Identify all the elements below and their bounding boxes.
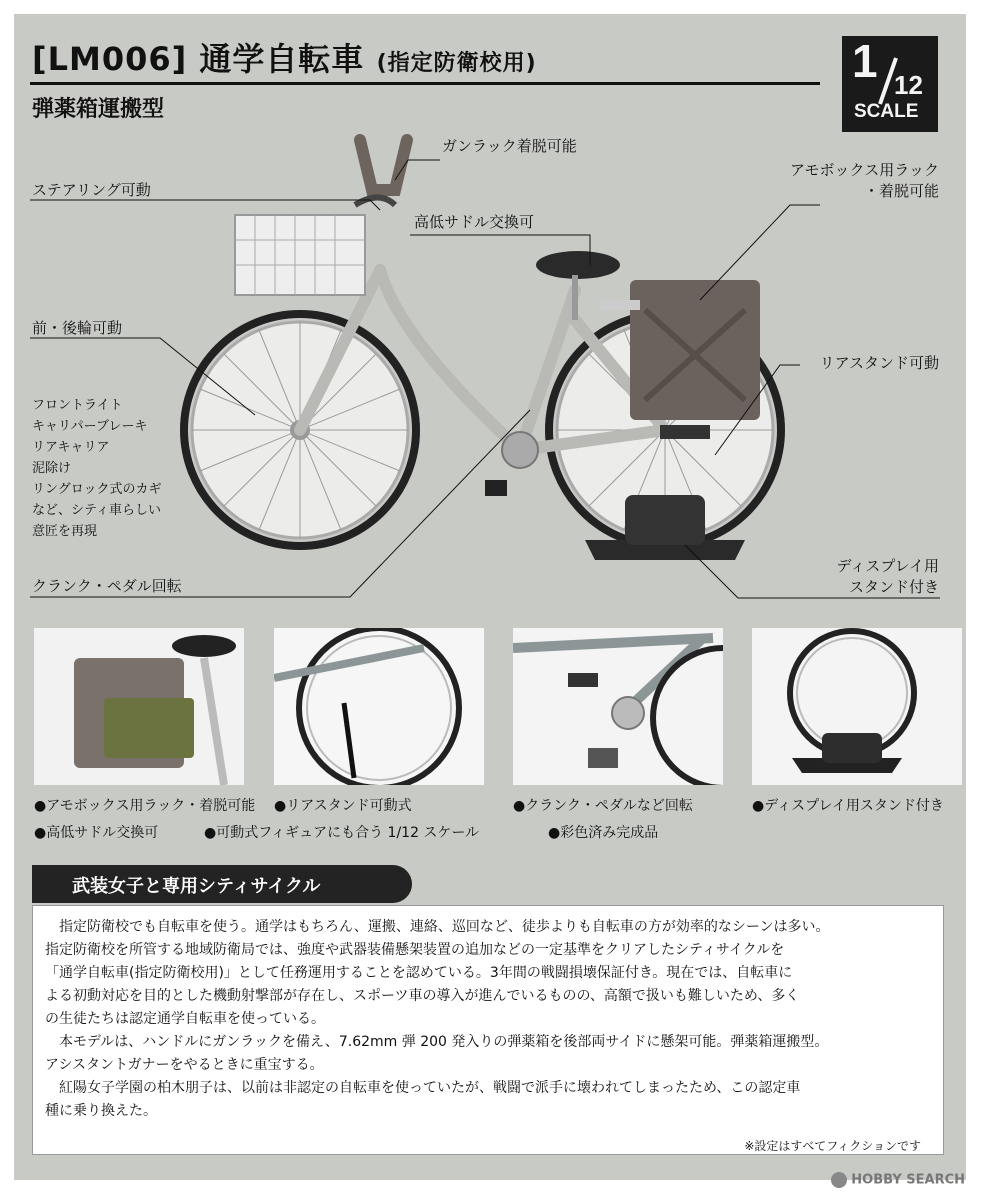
product-subtitle: 弾薬箱運搬型: [32, 97, 165, 122]
scale-numerator: 1: [852, 35, 878, 87]
saddle: [536, 251, 620, 279]
description-line: の生徒たちは認定通学自転車を使っている。: [45, 1011, 325, 1027]
photo-display-stand: [752, 628, 962, 785]
watermark-text: HOBBY SEARCH: [851, 1172, 965, 1188]
product-code: [LM006]: [32, 40, 188, 78]
description-line: 紅陽女子学園の柏木朋子は、以前は非認定の自転車を使っていたが、戦闘で派手に壊われてしまったため、この認定車: [45, 1080, 801, 1096]
section-title: 武装女子と専用シティサイクル: [72, 876, 321, 897]
description-box: [32, 905, 944, 1155]
product-name: 通学自転車: [199, 40, 365, 78]
bullet-saddle: ●高低サドル交換可: [34, 825, 159, 841]
scale-denominator: 12: [894, 70, 923, 100]
title-rule: [30, 82, 820, 85]
bullet-crank: ●クランク・ペダルなど回転: [513, 798, 693, 814]
description-line: 本モデルは、ハンドルにガンラックを備え、7.62mm 弾 200 発入りの弾薬箱を後部両サイドに懸架可能。弾薬箱運搬型。: [45, 1034, 829, 1050]
bullet-ammo-rack: ●アモボックス用ラック・着脱可能: [34, 798, 256, 814]
gun-rack: [360, 140, 407, 190]
description-line: アシスタントガナーをやるときに重宝する。: [45, 1057, 324, 1073]
handlebar: [355, 198, 395, 206]
callout-display-2: スタンド付き: [848, 578, 939, 596]
watermark: [831, 1172, 965, 1188]
callout-gun-rack: ガンラック着脱可能: [442, 137, 577, 155]
scale-badge: [842, 36, 938, 132]
hobby-search-logo-icon: [831, 1172, 847, 1188]
callout-steering: ステアリング可動: [32, 181, 151, 199]
rear-stand: [660, 425, 710, 439]
callout-rear-stand: リアスタンド可動: [819, 354, 939, 372]
bullet-display-stand: ●ディスプレイ用スタンド付き: [752, 798, 944, 814]
callout-wheels: 前・後輪可動: [32, 319, 123, 337]
features-list: フロントライト キャリパーブレーキ リアキャリア 泥除け リングロック式のカギ など、シティ車らしい 意匠を再現: [32, 398, 162, 539]
description-line: 「通学自転車(指定防衛校用)」として任務運用することを認めている。3年間の戦闘損壊保証付き。現在では、自転車に: [45, 965, 793, 981]
bullet-prepainted: ●彩色済み完成品: [548, 825, 659, 841]
bullet-scale: ●可動式フィギュアにも合う 1/12 スケール: [204, 825, 480, 841]
callout-ammo-rack-1: アモボックス用ラック: [790, 161, 939, 179]
description-line: よる初動対応を目的とした機動射撃部が存在し、スポーツ車の導入が進んでいるものの、高額で扱いも難しいため、多く: [45, 988, 800, 1004]
bullet-rear-stand: ●リアスタンド可動式: [274, 798, 412, 814]
crank: [502, 432, 538, 468]
pedal: [485, 480, 507, 496]
callout-crank: クランク・ペダル回転: [32, 577, 182, 595]
description-line: 指定防衛校を所管する地域防衛局では、強度や武器装備懸架装置の追加などの一定基準をクリアしたシティサイクルを: [45, 942, 785, 958]
photo-crank: [513, 628, 723, 785]
fiction-note: ※設定はすべてフィクションです: [744, 1139, 921, 1153]
product-name-paren: (指定防衛校用): [376, 51, 537, 76]
photo-rear-stand: [274, 628, 484, 785]
callout-saddle: 高低サドル交換可: [414, 213, 535, 231]
callout-ammo-rack-2: ・着脱可能: [863, 182, 939, 200]
description-line: 指定防衛校でも自転車を使う。通学はもちろん、運搬、連絡、巡回など、徒歩よりも自転車の方が効率的なシーンは多い。: [45, 919, 830, 935]
product-title: [32, 34, 537, 80]
photo-ammo-rack: [34, 628, 244, 785]
section-header: [32, 865, 412, 903]
scale-word: SCALE: [854, 101, 919, 122]
description-line: 種に乗り換えた。: [45, 1103, 157, 1119]
callout-display-1: ディスプレイ用: [836, 557, 939, 575]
